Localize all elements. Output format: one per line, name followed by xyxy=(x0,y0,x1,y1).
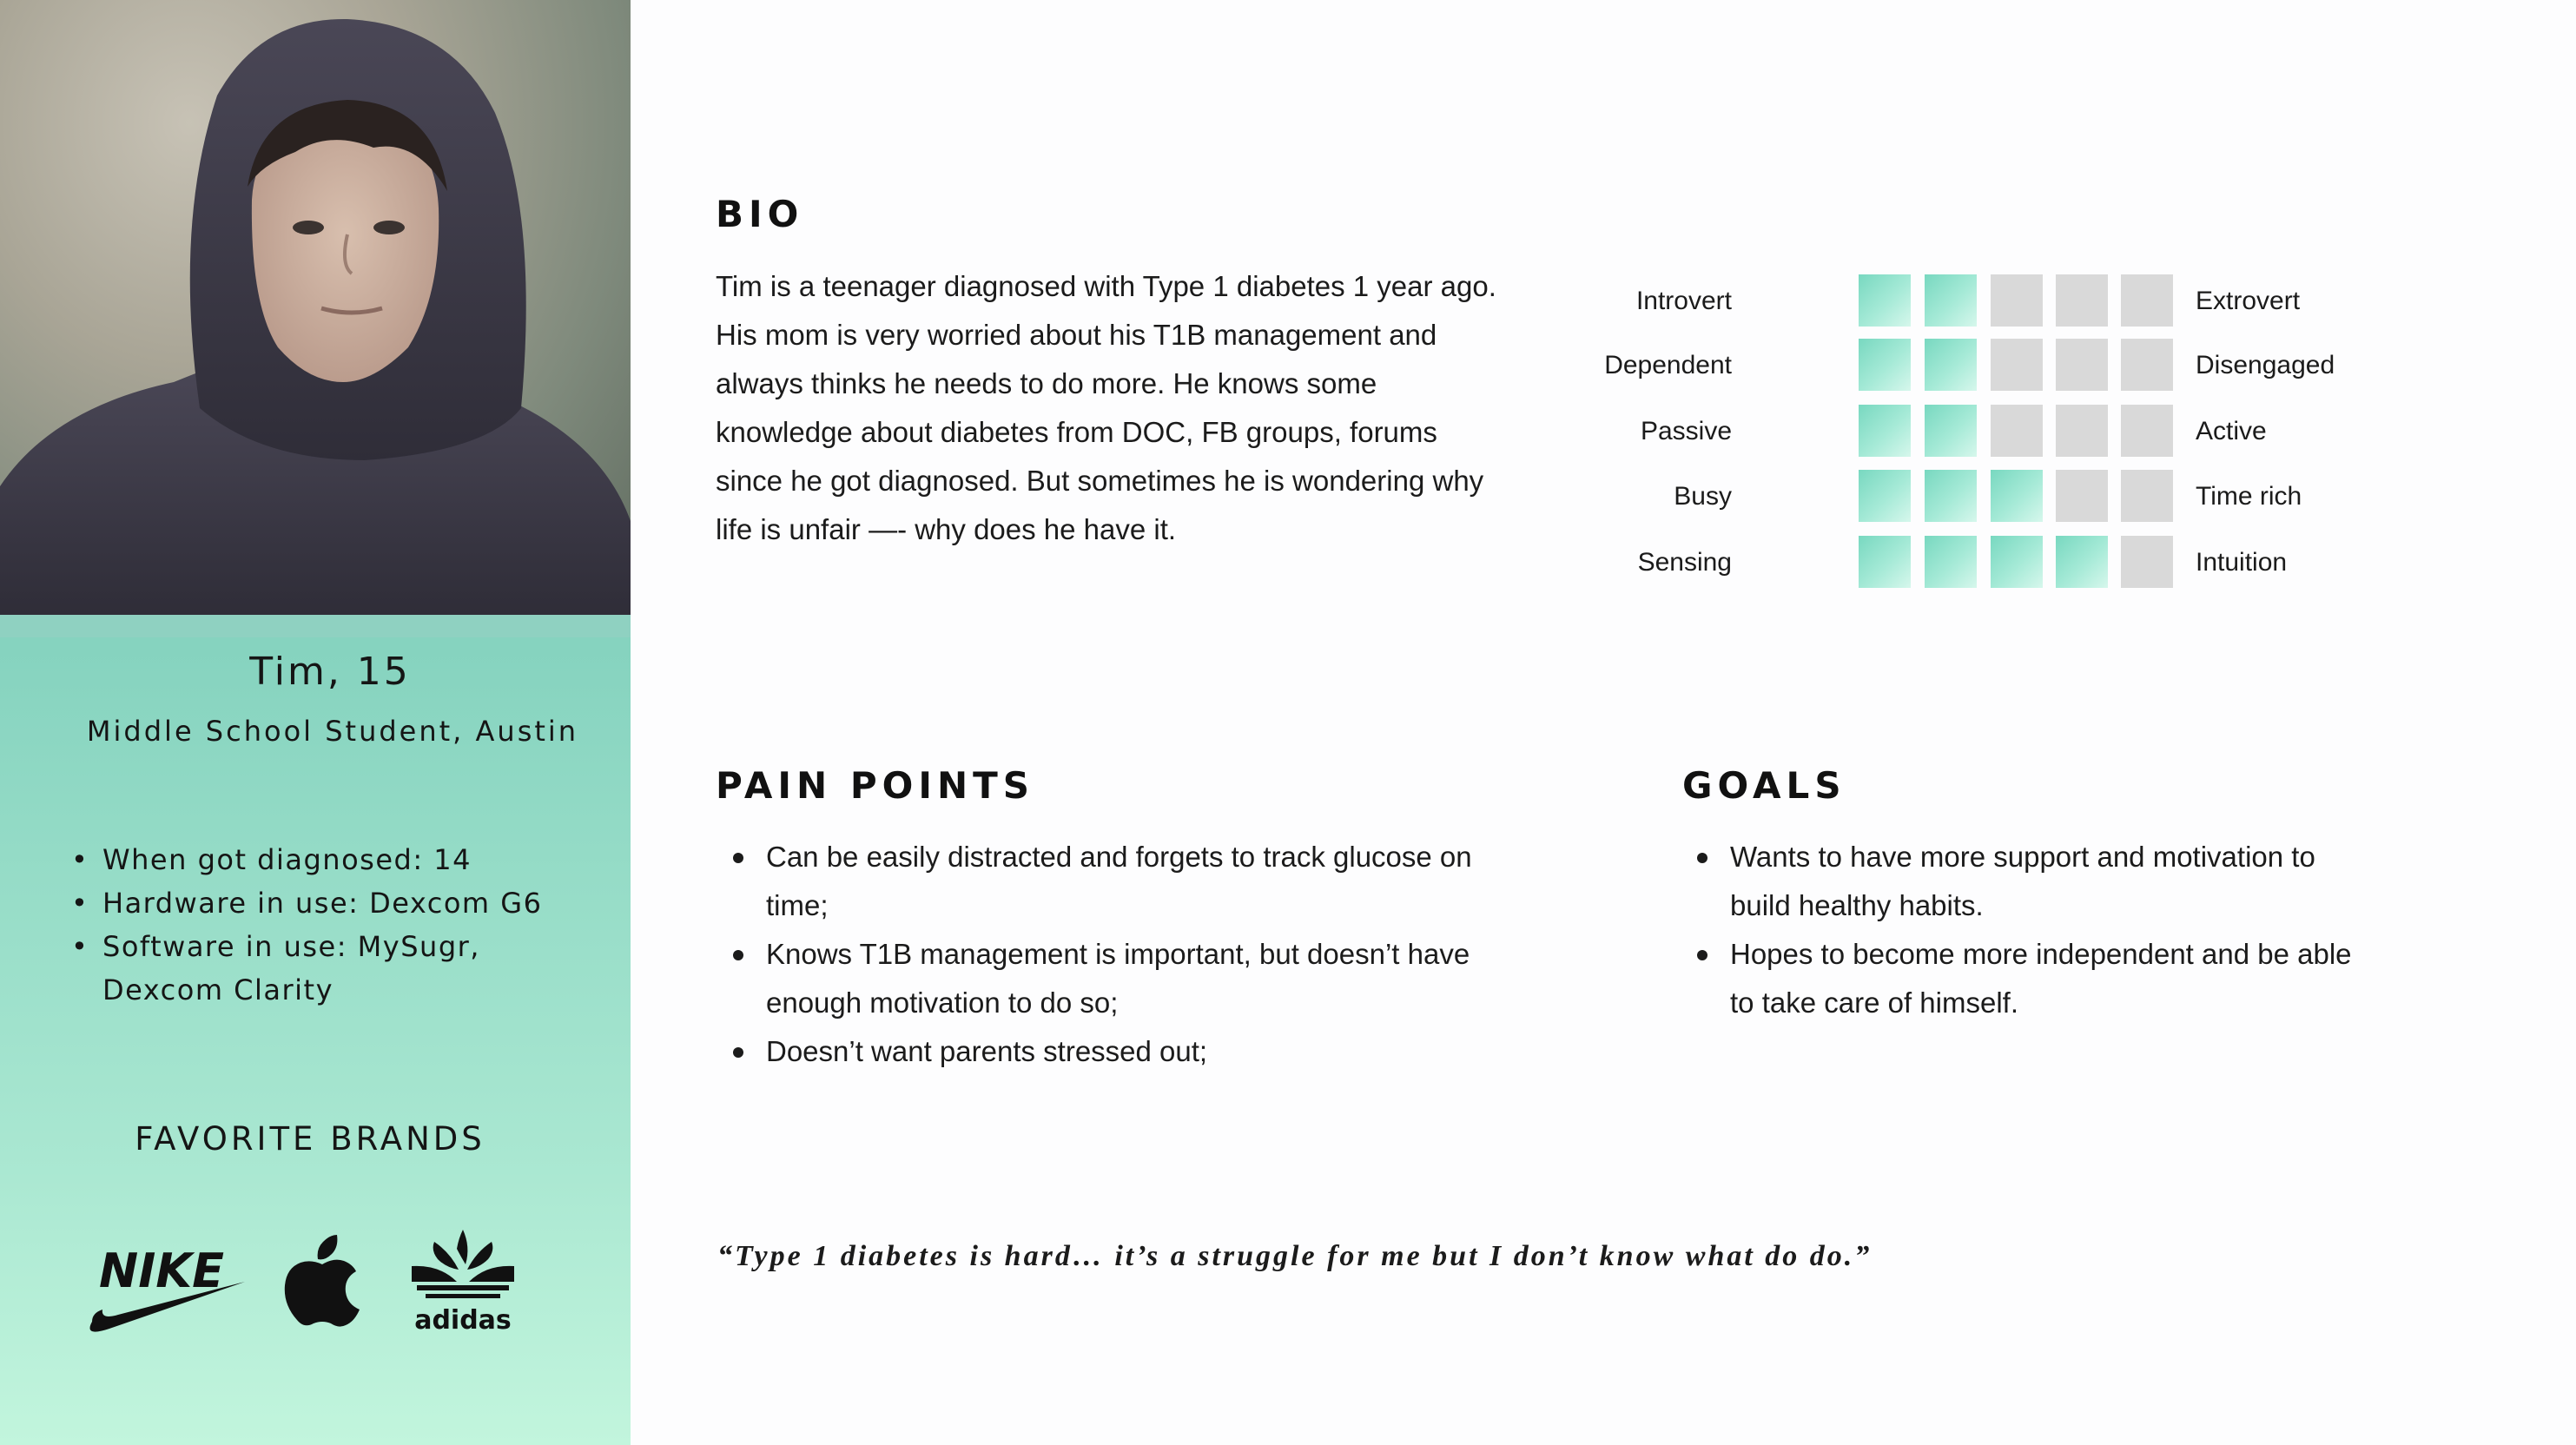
trait-box xyxy=(2121,405,2173,457)
fact-item: • When got diagnosed: 14 xyxy=(71,838,592,881)
persona-name: Tim, 15 xyxy=(249,650,411,694)
persona-quote: “Type 1 diabetes is hard… it’s a struggle for me but I don’t know what do do.” xyxy=(717,1240,1873,1272)
trait-left-label: Passive xyxy=(1640,417,1732,445)
trait-box xyxy=(2121,274,2173,327)
trait-left-label: Introvert xyxy=(1635,287,1732,315)
trait-row xyxy=(1637,536,2432,588)
trait-right-label: Time rich xyxy=(2196,482,2302,511)
trait-box xyxy=(2056,274,2108,327)
goal-item: Wants to have more support and motivation to build healthy habits. xyxy=(1681,833,2376,930)
goal-item: Hopes to become more independent and be able to take care of himself. xyxy=(1681,930,2376,1027)
trait-left-label: Busy xyxy=(1674,482,1732,511)
apple-logo xyxy=(283,1231,361,1327)
pain-points-list xyxy=(717,833,1482,1076)
trait-right-label: Disengaged xyxy=(2196,351,2335,379)
trait-box xyxy=(2056,339,2108,391)
trait-box xyxy=(2056,470,2108,522)
nike-logo xyxy=(83,1242,248,1337)
fact-item: • Software in use: MySugr, Dexcom Clarity xyxy=(71,925,592,1012)
bio-text: Tim is a teenager diagnosed with Type 1 diabetes 1 year ago. His mom is very worried about his T1B management and always thinks he needs to do more. He knows some knowledge about diabetes from DOC, FB groups, forums since he got diagnosed. But sometimes he is wondering why life is unfair —- why does he have it. xyxy=(716,270,1496,545)
trait-box xyxy=(2121,339,2173,391)
trait-box xyxy=(2121,470,2173,522)
goals-list xyxy=(1681,833,2376,1027)
trait-box xyxy=(1925,405,1977,457)
trait-box xyxy=(2056,405,2108,457)
trait-box xyxy=(1991,405,2043,457)
trait-row xyxy=(1604,339,2432,391)
nike-wordmark: NIKE xyxy=(99,1244,225,1298)
trait-right-label: Active xyxy=(2196,417,2267,445)
trait-row xyxy=(1635,274,2432,327)
adidas-logo xyxy=(408,1226,518,1334)
trait-box xyxy=(1859,405,1911,457)
persona-role: Middle School Student, Austin xyxy=(86,715,579,748)
trait-box xyxy=(1925,274,1977,327)
trait-box xyxy=(1925,470,1977,522)
trait-box xyxy=(1859,536,1911,588)
bio-title: BIO xyxy=(716,193,804,235)
trait-box xyxy=(1925,339,1977,391)
persona-sidebar xyxy=(0,0,631,1445)
trait-box xyxy=(2056,536,2108,588)
trait-box xyxy=(1991,470,2043,522)
portrait-illustration xyxy=(0,0,631,615)
trait-box xyxy=(1991,274,2043,327)
trait-box xyxy=(2121,536,2173,588)
pain-point-item: Doesn’t want parents stressed out; xyxy=(717,1027,1482,1076)
trait-row xyxy=(1640,405,2432,457)
trait-box xyxy=(1859,274,1911,327)
goals-title: GOALS xyxy=(1682,764,1846,807)
trait-box xyxy=(1859,339,1911,391)
trait-box xyxy=(1991,339,2043,391)
adidas-wordmark: adidas xyxy=(414,1305,512,1334)
persona-facts xyxy=(71,838,592,1012)
trait-box xyxy=(1991,536,2043,588)
trait-box xyxy=(1859,470,1911,522)
trait-row xyxy=(1650,470,2432,522)
persona-photo xyxy=(0,0,631,615)
trait-left-label: Dependent xyxy=(1604,351,1732,379)
trait-right-label: Extrovert xyxy=(2196,287,2301,315)
pain-points-title: PAIN POINTS xyxy=(716,764,1034,807)
pain-point-item: Knows T1B management is important, but doesn’t have enough motivation to do so; xyxy=(717,930,1482,1027)
trait-box xyxy=(1925,536,1977,588)
trait-right-label: Intuition xyxy=(2196,548,2288,577)
trait-left-label: Sensing xyxy=(1637,548,1732,577)
favorite-brands-title: FAVORITE BRANDS xyxy=(135,1120,485,1158)
pain-point-item: Can be easily distracted and forgets to track glucose on time; xyxy=(717,833,1482,930)
photo-divider xyxy=(0,615,631,637)
fact-item: • Hardware in use: Dexcom G6 xyxy=(71,881,592,925)
